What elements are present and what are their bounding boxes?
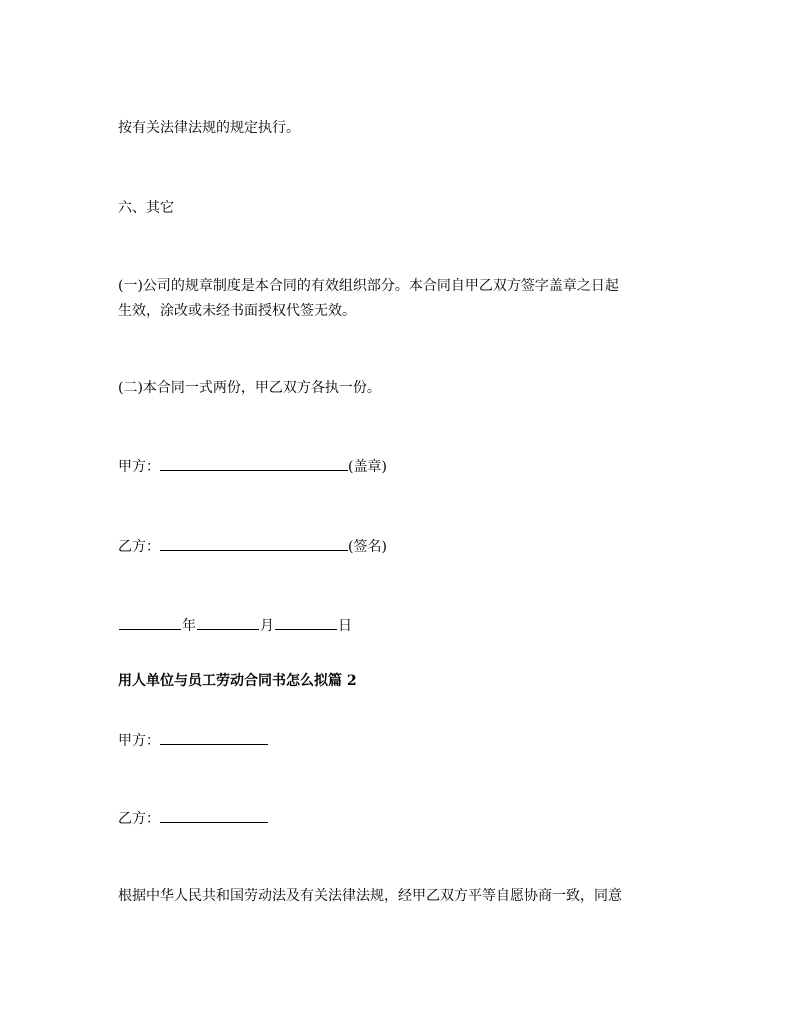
signature-party-b xyxy=(118,535,387,559)
party-a-field xyxy=(118,729,268,753)
clause-one-line-1: (一)公司的规章制度是本合同的有效组织部分。本合同自甲乙双方签字盖章之日起 xyxy=(118,278,619,294)
signature-party-a-seal: (盖章) xyxy=(348,459,387,475)
signature-party-b-label: 乙方： xyxy=(118,539,160,555)
clause-one-line-2: 生效，涂改或未经书面授权代签无效。 xyxy=(118,303,356,319)
party-b-field xyxy=(118,807,268,831)
signature-party-b-blank xyxy=(160,535,348,551)
signature-party-a-blank xyxy=(160,455,348,471)
date-month-label: 月 xyxy=(260,618,274,634)
signature-party-b-sign: (签名) xyxy=(348,539,387,555)
party-a-blank xyxy=(160,729,268,745)
section-six-title: 六、其它 xyxy=(118,200,174,216)
date-day-blank xyxy=(275,614,337,630)
date-day-label: 日 xyxy=(338,618,352,634)
clause-two: (二)本合同一式两份，甲乙双方各执一份。 xyxy=(118,380,381,396)
date-month-blank xyxy=(197,614,259,630)
date-line xyxy=(118,614,352,638)
date-year-blank xyxy=(119,614,181,630)
party-b-label: 乙方： xyxy=(118,811,160,827)
party-b-blank xyxy=(160,807,268,823)
paragraph-law-execution: 按有关法律法规的规定执行。 xyxy=(118,120,300,136)
signature-party-a-label: 甲方： xyxy=(118,459,160,475)
intro-paragraph: 根据中华人民共和国劳动法及有关法律法规，经甲乙双方平等自愿协商一致，同意 xyxy=(118,888,622,904)
signature-party-a xyxy=(118,455,387,479)
party-a-label: 甲方： xyxy=(118,733,160,749)
date-year-label: 年 xyxy=(182,618,196,634)
article-two-title: 用人单位与员工劳动合同书怎么拟篇 2 xyxy=(118,673,357,689)
